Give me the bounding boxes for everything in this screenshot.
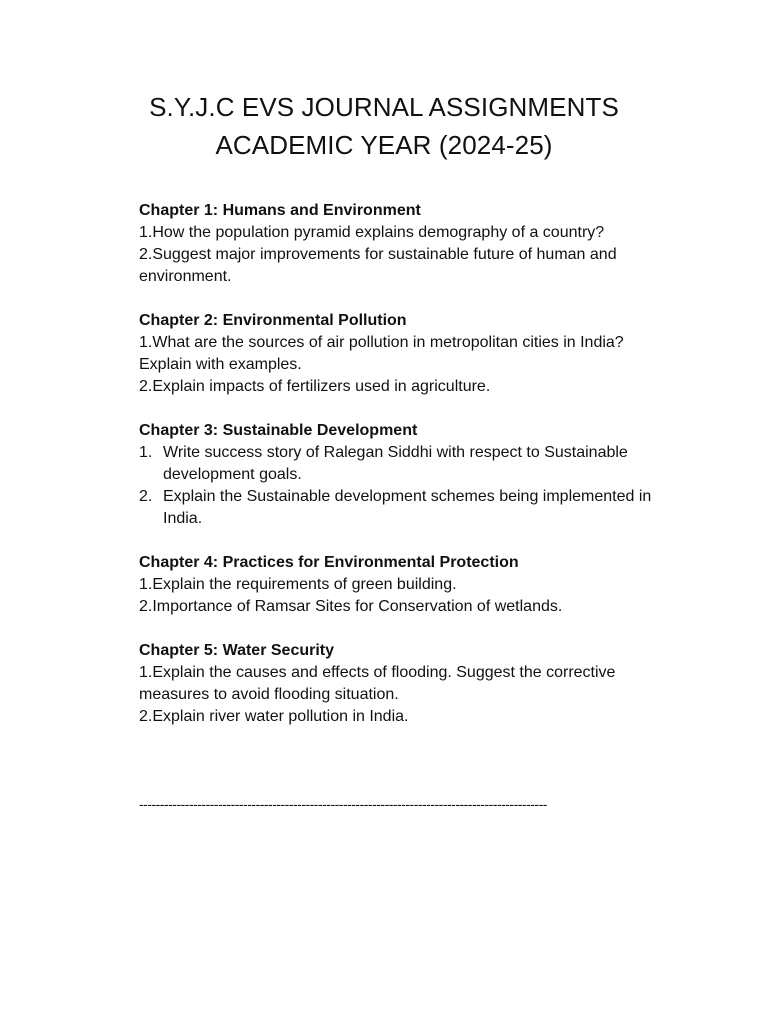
chapter-4-section [139, 552, 679, 618]
list-number: 2. [139, 488, 153, 505]
dashed-divider: -------------------------------------------------------------------------------------------------- [139, 796, 547, 812]
chapter-5-question-1: 1.Explain the causes and effects of flooding. Suggest the corrective measures to avoid flooding situation. [139, 664, 616, 703]
chapter-1-section [139, 200, 679, 288]
chapter-4-heading: Chapter 4: Practices for Environmental Protection [139, 554, 519, 571]
chapter-2-question-1: 1.What are the sources of air pollution in metropolitan cities in India? Explain with examples. [139, 334, 624, 373]
chapter-3-question-2 [139, 486, 679, 530]
chapter-2-heading: Chapter 2: Environmental Pollution [139, 312, 407, 329]
title-line-2: ACADEMIC YEAR (2024-25) [215, 130, 553, 160]
question-text: Explain the Sustainable development schemes being implemented in India. [163, 488, 652, 527]
chapter-3-question-1 [139, 442, 679, 486]
page-title [0, 88, 768, 164]
chapter-3-heading: Chapter 3: Sustainable Development [139, 422, 418, 439]
chapter-5-section [139, 640, 679, 728]
chapter-1-heading: Chapter 1: Humans and Environment [139, 202, 421, 219]
title-line-1: S.Y.J.C EVS JOURNAL ASSIGNMENTS [149, 92, 619, 122]
assignment-content [139, 200, 679, 750]
chapter-5-question-2: 2.Explain river water pollution in India. [139, 708, 409, 725]
chapter-1-question-1: 1.How the population pyramid explains demography of a country? [139, 224, 605, 241]
chapter-2-question-2: 2.Explain impacts of fertilizers used in agriculture. [139, 378, 491, 395]
chapter-5-heading: Chapter 5: Water Security [139, 642, 335, 659]
chapter-4-question-2: 2.Importance of Ramsar Sites for Conservation of wetlands. [139, 598, 563, 615]
chapter-1-question-2: 2.Suggest major improvements for sustainable future of human and environment. [139, 246, 617, 285]
list-number: 1. [139, 444, 153, 461]
chapter-3-question-list [139, 442, 679, 530]
chapter-4-question-1: 1.Explain the requirements of green building. [139, 576, 457, 593]
chapter-3-section [139, 420, 679, 530]
chapter-2-section [139, 310, 679, 398]
question-text: Write success story of Ralegan Siddhi with respect to Sustainable development goals. [163, 444, 628, 483]
